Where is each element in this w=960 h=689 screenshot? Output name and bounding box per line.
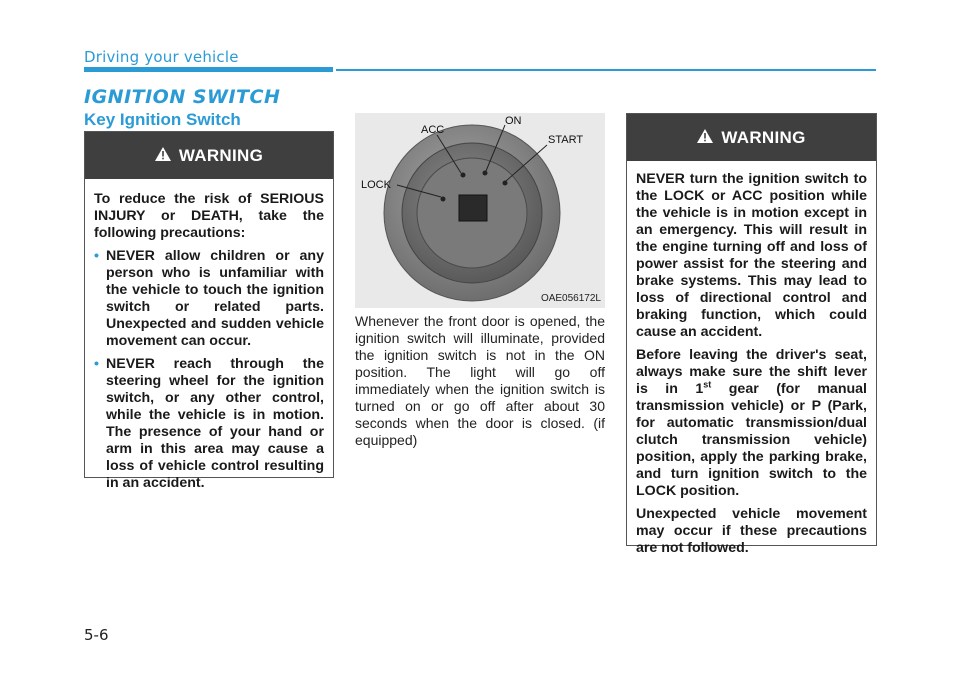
label-lock: LOCK <box>361 179 391 191</box>
warning-body <box>627 161 876 573</box>
warning-box-right <box>626 113 877 556</box>
warning-paragraph-2-rest: gear (for manual transmission vehicle) or P (Park, for automatic transmission/dual clutch transmission vehicle) position, apply the parking brake, and turn ignition switch to the LOCK position. <box>636 381 867 499</box>
header-rule-thin <box>336 69 876 71</box>
subsection-title: Key Ignition Switch <box>84 110 241 129</box>
section-title: IGNITION SWITCH <box>84 86 281 108</box>
ignition-switch-illustration <box>355 113 605 308</box>
warning-body <box>85 179 333 508</box>
ignition-switch-figure <box>355 113 605 308</box>
warning-triangle-icon <box>697 128 713 148</box>
list-item-text: NEVER allow children or any person who is unfamiliar with the vehicle to touch the ignition switch or related parts. Unexpected and sudden vehicle movement can occur. <box>106 248 324 349</box>
list-item <box>94 248 324 350</box>
label-on: ON <box>505 115 522 127</box>
warning-header <box>85 132 333 179</box>
warning-heading: WARNING <box>178 145 264 165</box>
figure-code: OAE056172L <box>540 293 601 304</box>
warning-header <box>627 114 876 161</box>
bullet-icon: • <box>94 248 99 264</box>
warning-list <box>94 248 324 492</box>
body-paragraph: Whenever the front door is opened, the ignition switch will illuminate, provided the ignition switch is not in the ON position. The light will go off immediately when the ignition switch is turned on or go off after about 30 seconds when the door is closed. (if equipped) <box>355 313 605 448</box>
ordinal-suffix: st <box>703 379 712 390</box>
warning-paragraph-1: NEVER turn the ignition switch to the LOCK or ACC position while the vehicle is in motion except in an emergency. This will result in the engine turning off and loss of power assist for the steering and brake systems. This may lead to loss of directional control and braking function, which could cause an accident. <box>636 171 867 340</box>
chapter-header: Driving your vehicle <box>84 48 239 66</box>
warning-paragraph-2-text: Before leaving the driver's seat, always make sure the shift lever is in 1 <box>636 347 867 397</box>
warning-paragraph-2 <box>636 347 867 500</box>
header-rule-thick <box>84 67 333 72</box>
warning-paragraph-3: Unexpected vehicle movement may occur if these precautions are not followed. <box>636 506 867 556</box>
label-acc: ACC <box>421 124 445 136</box>
warning-box-left <box>84 131 334 491</box>
list-item-text: NEVER reach through the steering wheel for the ignition switch, or any other control, while the vehicle is in motion. The presence of your hand or arm in this area may cause a loss of vehicle control resulting in an accident. <box>106 356 324 491</box>
warning-heading: WARNING <box>721 127 806 147</box>
warning-triangle-icon <box>155 146 171 166</box>
list-item <box>94 356 324 492</box>
label-start: START <box>548 134 584 146</box>
bullet-icon: • <box>94 356 99 372</box>
warning-intro: To reduce the risk of SERIOUS INJURY or DEATH, take the following precautions: <box>94 191 324 241</box>
page-number: 5-6 <box>84 626 109 644</box>
